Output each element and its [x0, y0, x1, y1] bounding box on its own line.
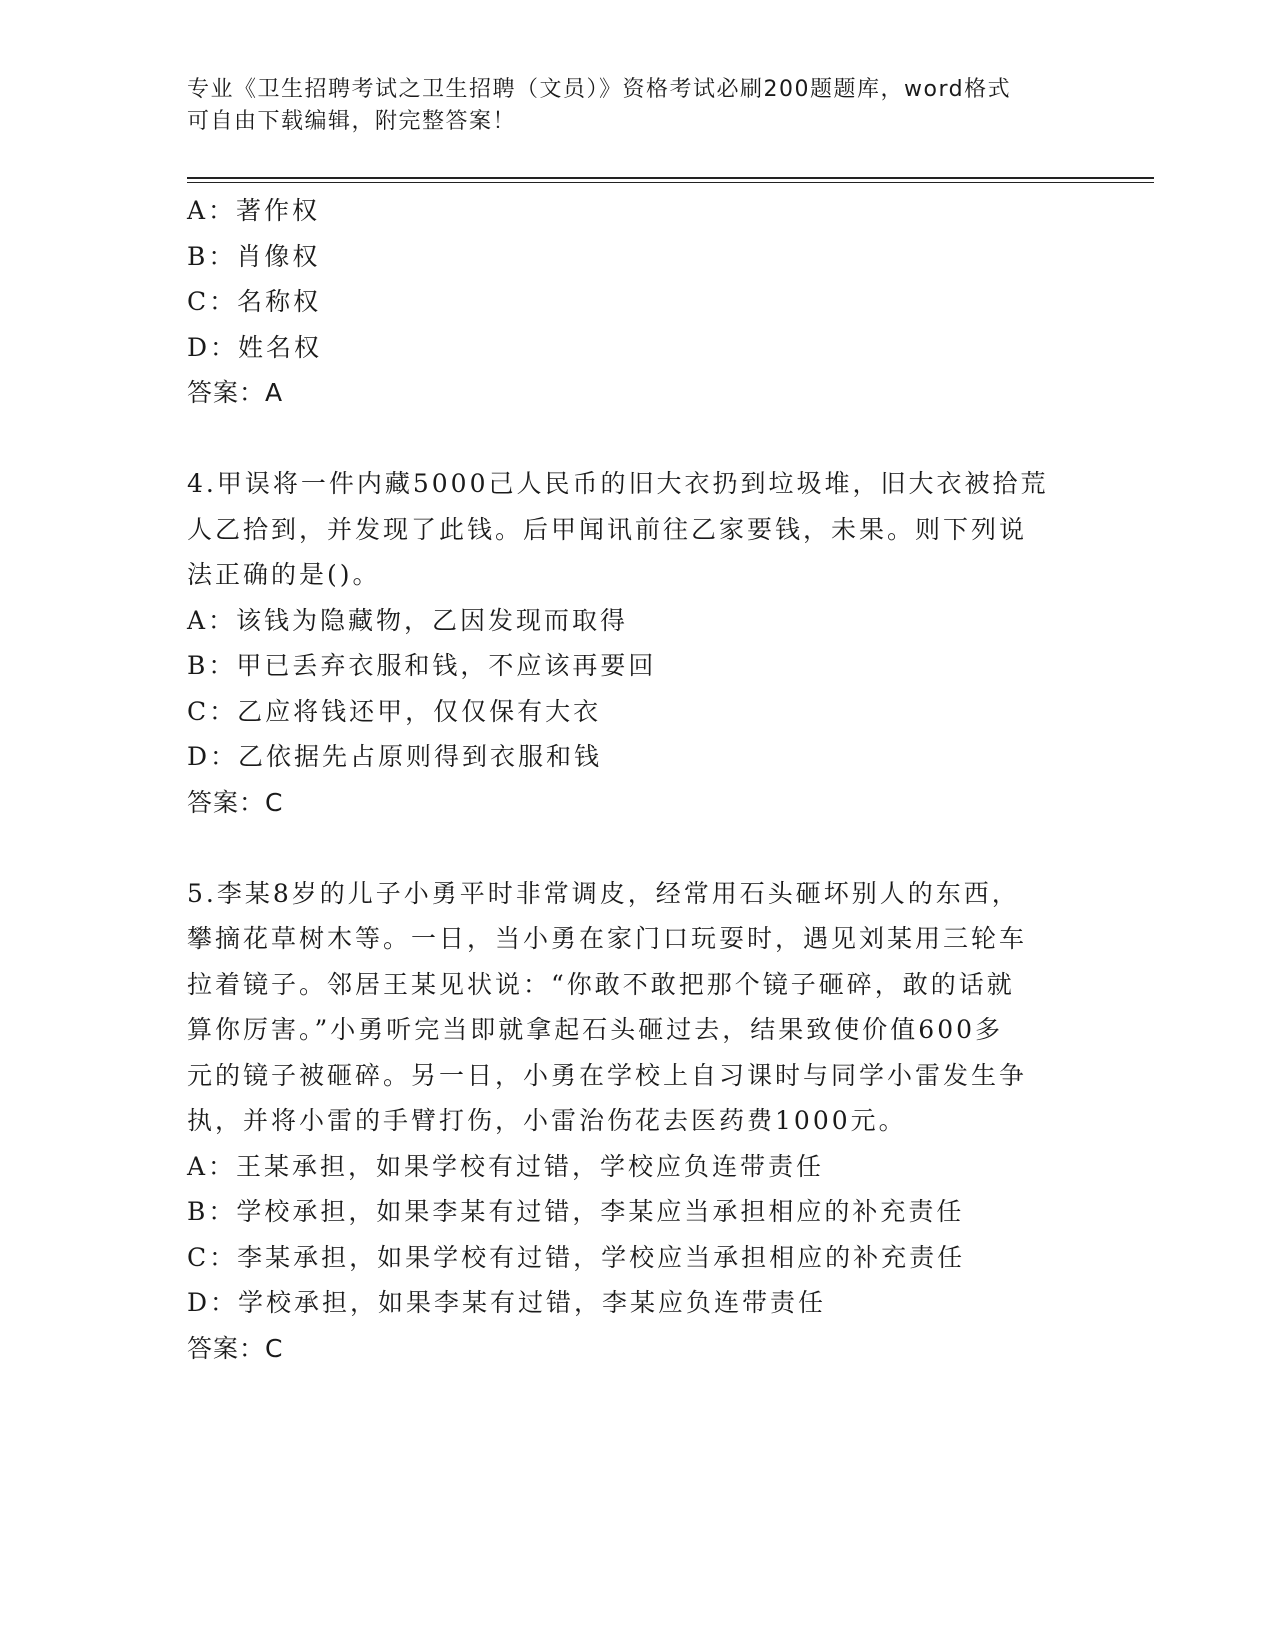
- answer: 答案：C: [187, 1333, 284, 1363]
- option-d: D：乙依据先占原则得到衣服和钱: [187, 742, 603, 771]
- option-a: A：王某承担，如果学校有过错，学校应负连带责任: [187, 1151, 825, 1181]
- question-stem-line: 拉着镜子。邻居王某见状说：“你敢不敢把那个镜子砸碎，敢的话就: [187, 969, 1015, 999]
- spacer: [187, 825, 1087, 871]
- question-stem-line: 攀摘花草树木等。一日，当小勇在家门口玩耍时，遇见刘某用三轮车: [187, 924, 1028, 953]
- header-line-2: 可自由下载编辑，附完整答案！: [187, 109, 517, 134]
- header-rule-thick: [187, 177, 1154, 179]
- option-a: A：该钱为隐藏物，乙因发现而取得: [187, 605, 629, 635]
- option-b: B：学校承担，如果李某有过错，李某应当承担相应的补充责任: [187, 1197, 965, 1226]
- option-c: C：名称权: [187, 287, 322, 316]
- page-header: [187, 74, 1087, 138]
- question-list: [187, 188, 1087, 1371]
- option-d: D：学校承担，如果李某有过错，李某应负连带责任: [187, 1288, 827, 1317]
- question-stem-line: 4.甲误将一件内藏5000己人民币的旧大衣扔到垃圾堆，旧大衣被拾荒: [187, 469, 1049, 498]
- spacer: [187, 416, 1087, 462]
- header-line-1: 专业《卫生招聘考试之卫生招聘（文员）》资格考试必刷200题题库，word格式: [187, 77, 1012, 102]
- answer: 答案：A: [187, 378, 284, 407]
- question-5: [187, 871, 1087, 1372]
- option-c: C：乙应将钱还甲，仅仅保有大衣: [187, 696, 602, 726]
- question-stem-line: 人乙拾到，并发现了此钱。后甲闻讯前往乙家要钱，未果。则下列说: [187, 514, 1028, 544]
- option-d: D：姓名权: [187, 332, 323, 362]
- header-rule-thin: [187, 182, 1154, 183]
- option-b: B：甲已丢弃衣服和钱，不应该再要回: [187, 651, 657, 680]
- question-stem-line: 法正确的是()。: [187, 560, 381, 589]
- question-3: [187, 188, 1087, 416]
- question-4: [187, 461, 1087, 825]
- question-stem-line: 5.李某8岁的儿子小勇平时非常调皮，经常用石头砸坏别人的东西，: [187, 878, 1020, 908]
- option-b: B：肖像权: [187, 241, 321, 271]
- answer: 答案：C: [187, 787, 284, 817]
- question-stem-line: 算你厉害。”小勇听完当即就拿起石头砸过去，结果致使价值600多: [187, 1015, 1004, 1044]
- option-a: A：著作权: [187, 196, 321, 225]
- option-c: C：李某承担，如果学校有过错，学校应当承担相应的补充责任: [187, 1242, 966, 1272]
- question-stem-line: 元的镜子被砸碎。另一日，小勇在学校上自习课时与同学小雷发生争: [187, 1060, 1028, 1090]
- question-stem-line: 执，并将小雷的手臂打伤，小雷治伤花去医药费1000元。: [187, 1106, 907, 1135]
